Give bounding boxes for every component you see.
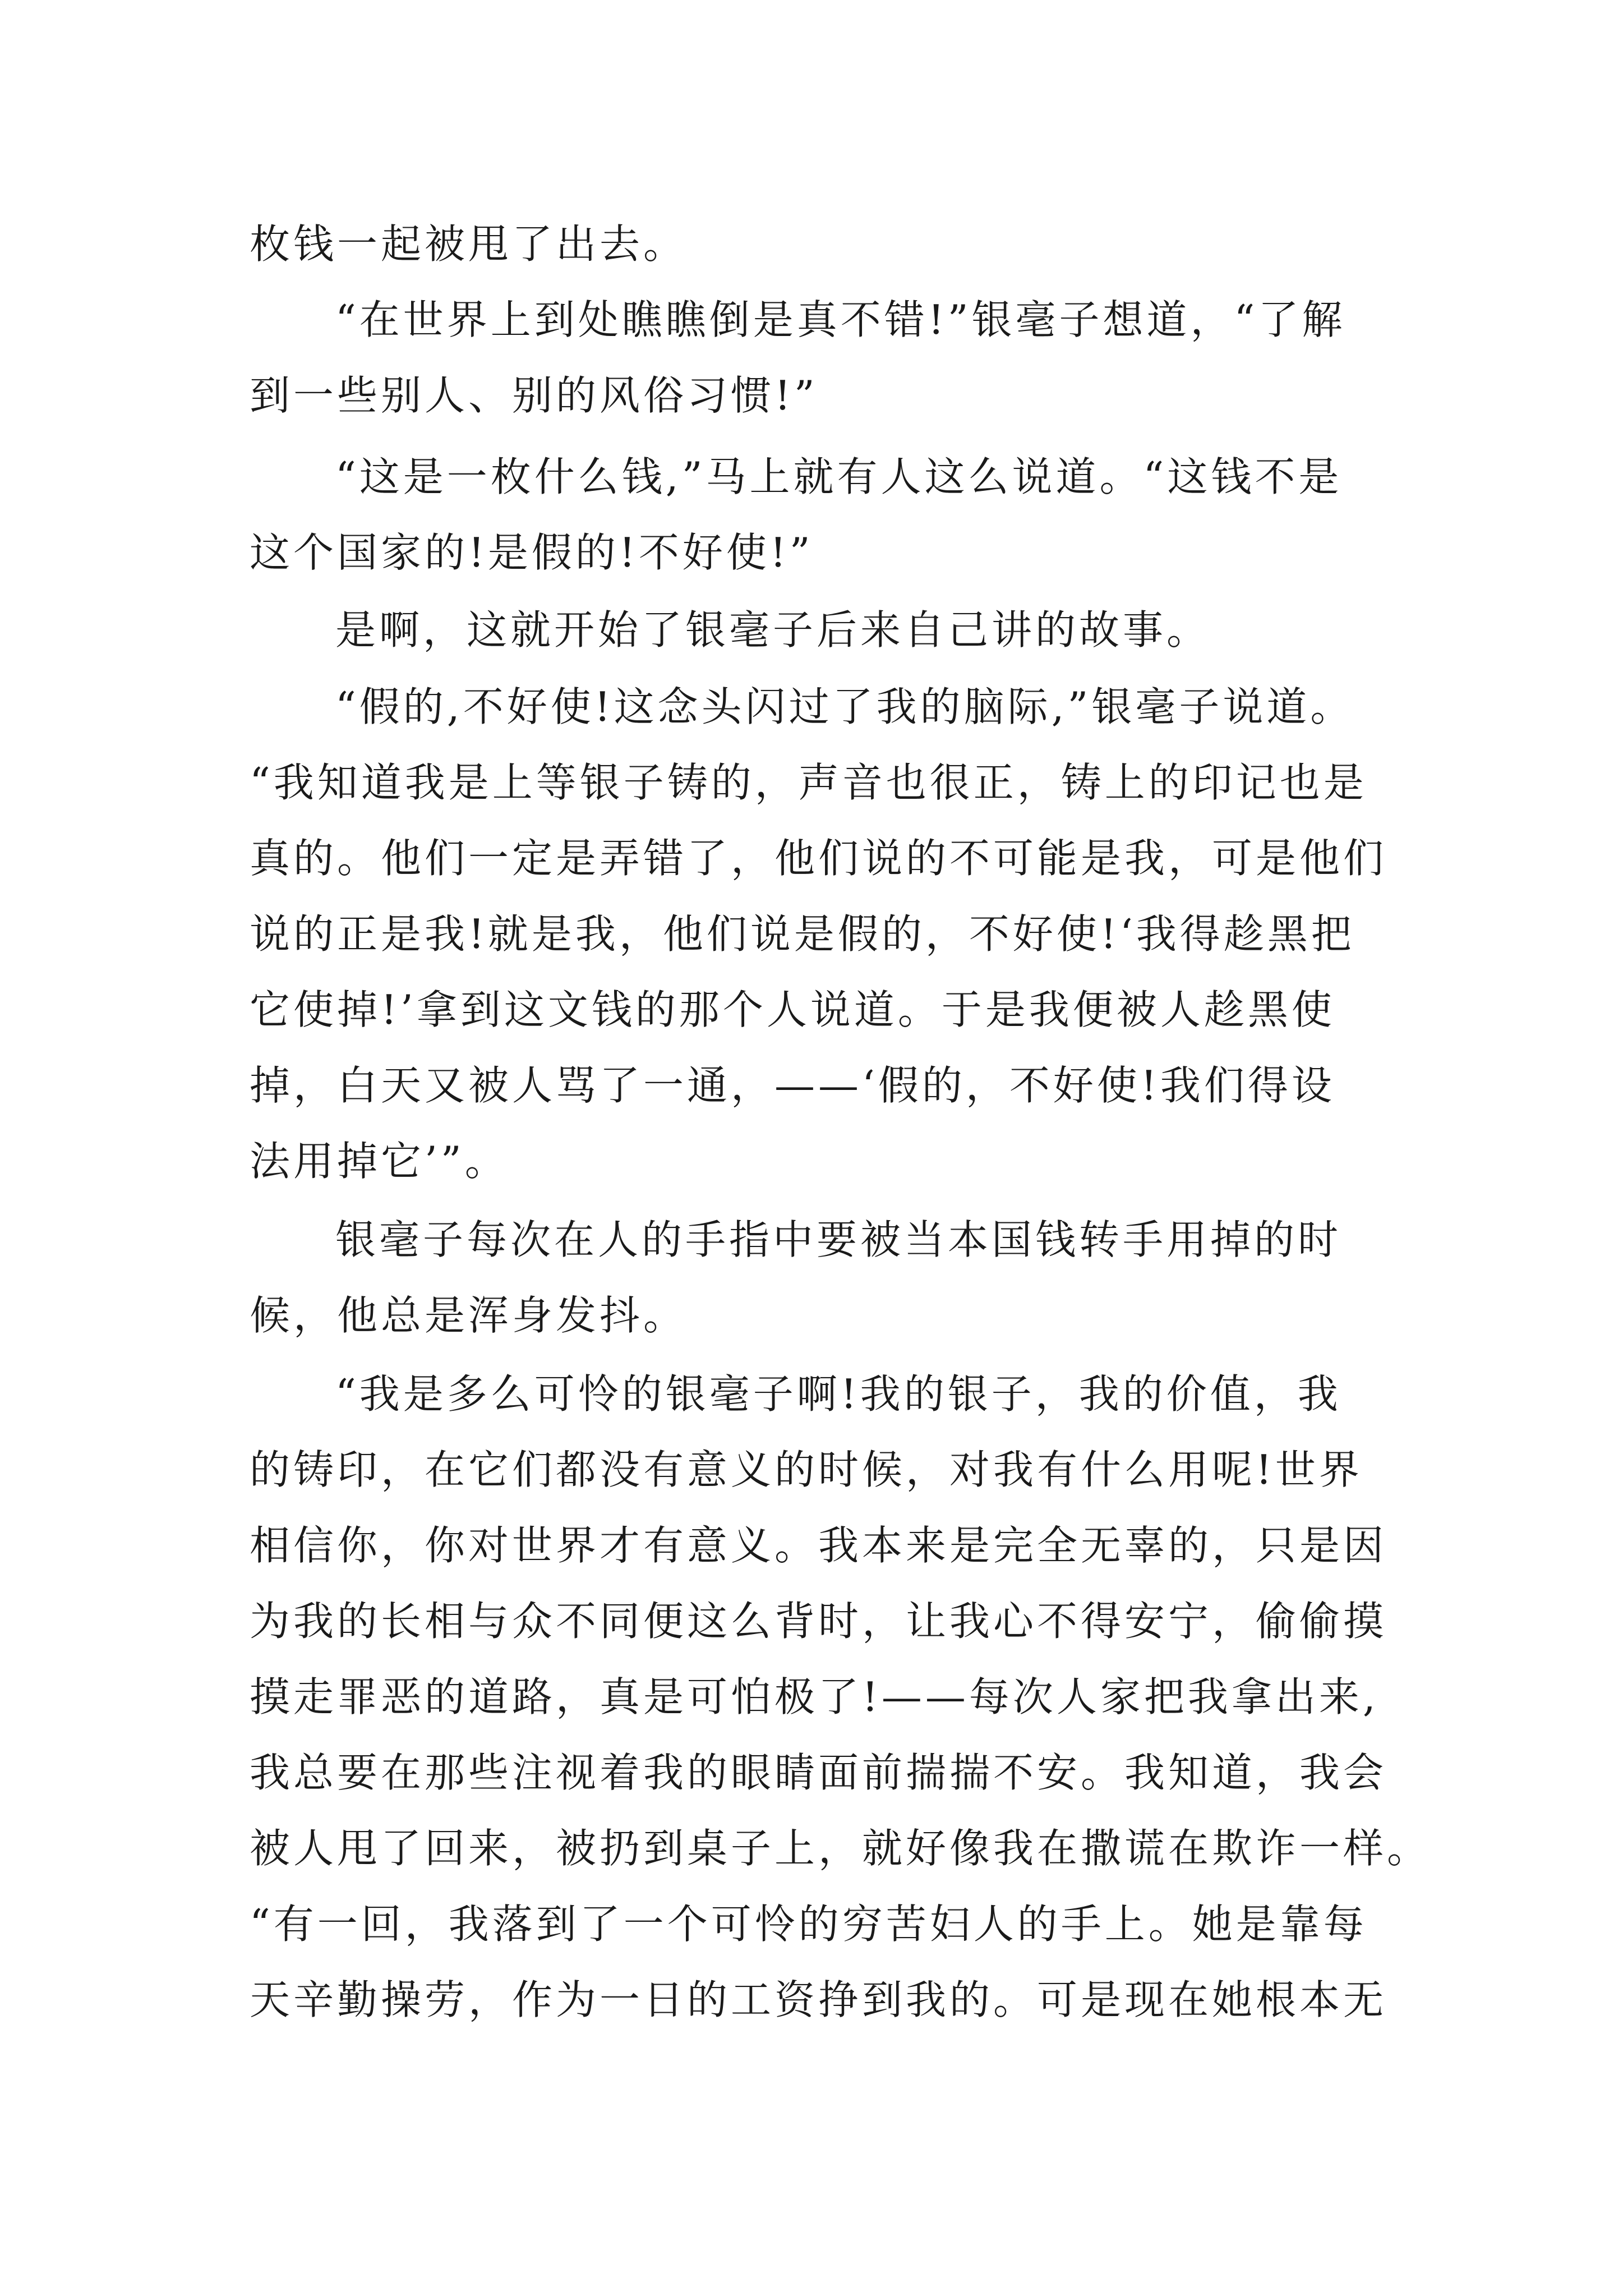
text-line: “这是一枚什么钱,”马上就有人这么说道。“这钱不是 xyxy=(335,453,1343,500)
text-line: 到一些别人、别的风俗习惯!” xyxy=(250,372,818,419)
text-line: 这个国家的!是假的!不好使!” xyxy=(250,529,814,576)
text-line: 我总要在那些注视着我的眼睛面前揣揣不安。我知道，我会 xyxy=(250,1749,1387,1796)
text-line: 被人甩了回来，被扔到桌子上，就好像我在撒谎在欺诈一样。 xyxy=(250,1825,1431,1872)
text-line: “假的,不好使!这念头闪过了我的脑际,”银毫子说道。 xyxy=(335,683,1354,730)
text-line: “我知道我是上等银子铸的，声音也很正，铸上的印记也是 xyxy=(250,759,1367,806)
text-line: “在世界上到处瞧瞧倒是真不错!”银毫子想道，“了解 xyxy=(335,296,1346,343)
text-line: 候，他总是浑身发抖。 xyxy=(250,1292,688,1339)
text-line: 相信你，你对世界才有意义。我本来是完全无辜的，只是因 xyxy=(250,1522,1387,1569)
text-line: 枚钱一起被甩了出去。 xyxy=(250,220,688,268)
text-line: “我是多么可怜的银毫子啊!我的银子，我的价值，我 xyxy=(335,1370,1341,1418)
text-line: 的铸印，在它们都没有意义的时候，对我有什么用呢!世界 xyxy=(250,1446,1363,1493)
text-line: 为我的长相与众不同便这么背时，让我心不得安宁，偷偷摸 xyxy=(250,1598,1387,1645)
text-line: 说的正是我!就是我，他们说是假的，不好使!‘我得趁黑把 xyxy=(250,910,1355,958)
text-line: 摸走罪恶的道路，真是可怕极了!——每次人家把我拿出来, xyxy=(250,1673,1379,1720)
text-line: 天辛勤操劳，作为一日的工资挣到我的。可是现在她根本无 xyxy=(250,1976,1387,2023)
text-line: 法用掉它’”。 xyxy=(250,1138,509,1185)
text-line: 掉，白天又被人骂了一通，——‘假的，不好使!我们得设 xyxy=(250,1062,1335,1109)
text-line: 它使掉!’拿到这文钱的那个人说道。于是我便被人趁黑使 xyxy=(250,986,1335,1033)
text-line: 真的。他们一定是弄错了，他们说的不可能是我，可是他们 xyxy=(250,835,1387,882)
text-line: 银毫子每次在人的手指中要被当本国钱转手用掉的时 xyxy=(335,1216,1342,1263)
text-line: 是啊，这就开始了银毫子后来自己讲的故事。 xyxy=(335,606,1211,654)
text-line: “有一回，我落到了一个可怜的穷苦妇人的手上。她是靠每 xyxy=(250,1901,1367,1948)
